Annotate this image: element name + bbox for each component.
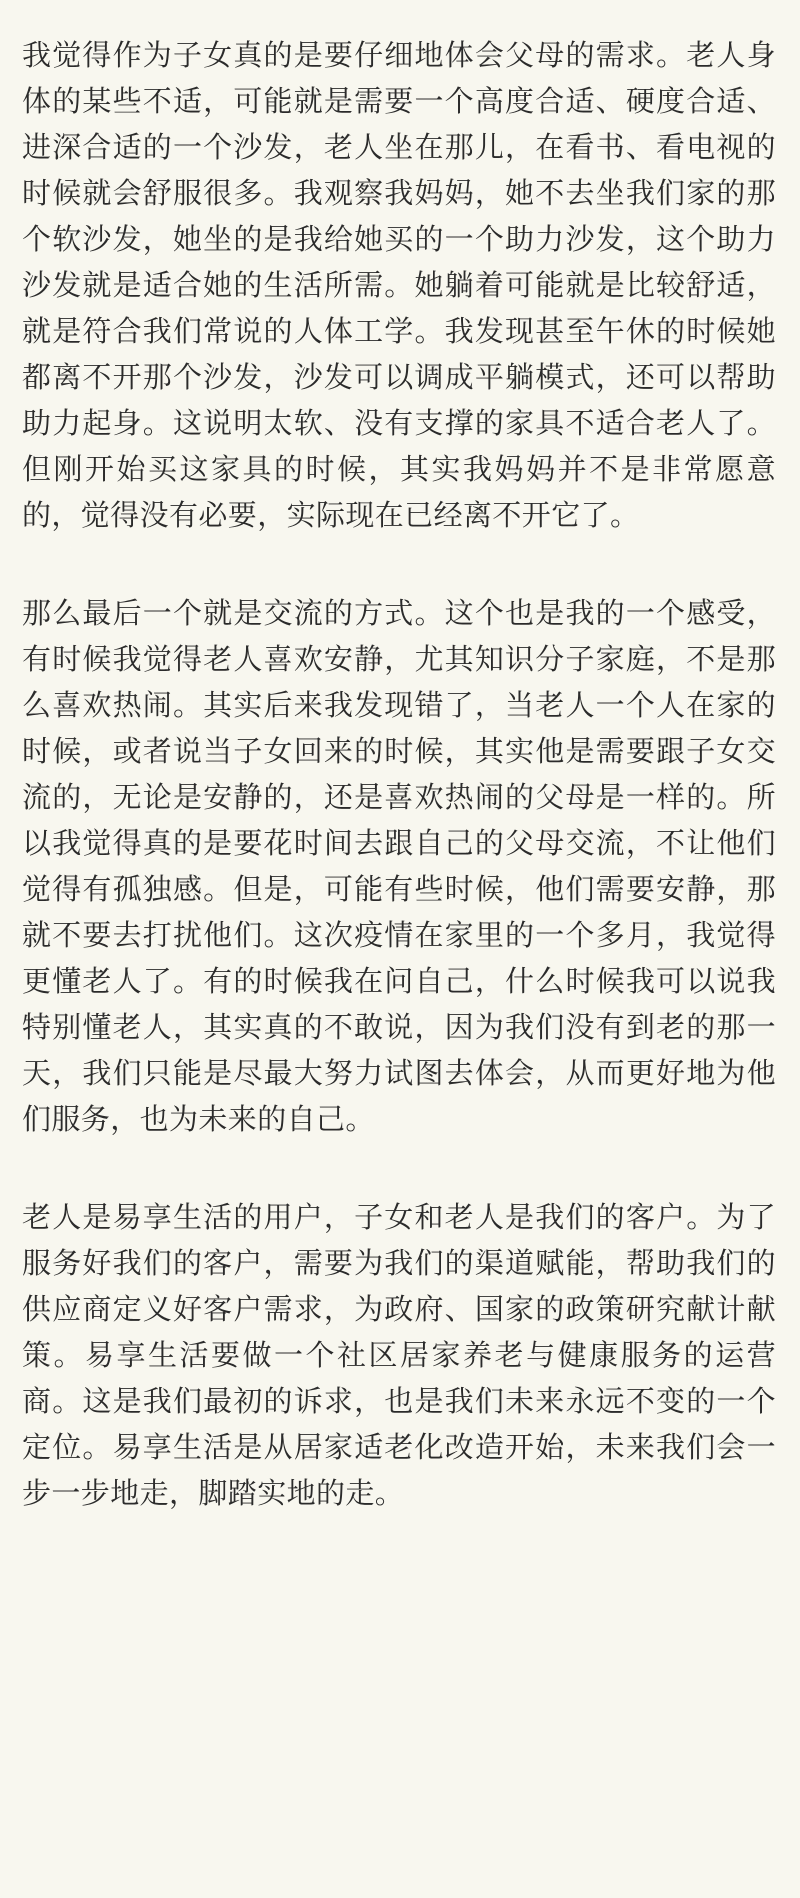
paragraph-parent-needs: 我觉得作为子女真的是要仔细地体会父母的需求。老人身体的某些不适，可能就是需要一个高度合适、硬度合适、进深合适的一个沙发，老人坐在那儿，在看书、看电视的时候就会舒服很多。我观察我妈妈，她不去坐我们家的那个软沙发，她坐的是我给她买的一个助力沙发，这个助力沙发就是适合她的生活所需。她躺着可能就是比较舒适，就是符合我们常说的人体工学。我发现甚至午休的时候她都离不开那个沙发，沙发可以调成平躺模式，还可以帮助助力起身。这说明太软、没有支撑的家具不适合老人了。但刚开始买这家具的时候，其实我妈妈并不是非常愿意的，觉得没有必要，实际现在已经离不开它了。: [22, 38, 776, 532]
paragraph-communication: 那么最后一个就是交流的方式。这个也是我的一个感受，有时候我觉得老人喜欢安静，尤其知识分子家庭，不是那么喜欢热闹。其实后来我发现错了，当老人一个人在家的时候，或者说当子女回来的时候，其实他是需要跟子女交流的，无论是安静的，还是喜欢热闹的父母是一样的。所以我觉得真的是要花时间去跟自己的父母交流，不让他们觉得有孤独感。但是，可能有些时候，他们需要安静，那就不要去打扰他们。这次疫情在家里的一个多月，我觉得更懂老人了。有的时候我在问自己，什么时候我可以说我特别懂老人，其实真的不敢说，因为我们没有到老的那一天，我们只能是尽最大努力试图去体会，从而更好地为他们服务，也为未来的自己。: [22, 596, 776, 1136]
paragraph-company-positioning: 老人是易享生活的用户，子女和老人是我们的客户。为了服务好我们的客户，需要为我们的渠道赋能，帮助我们的供应商定义好客户需求，为政府、国家的政策研究献计献策。易享生活要做一个社区居家养老与健康服务的运营商。这是我们最初的诉求，也是我们未来永远不变的一个定位。易享生活是从居家适老化改造开始，未来我们会一步一步地走，脚踏实地的走。: [22, 1200, 776, 1510]
